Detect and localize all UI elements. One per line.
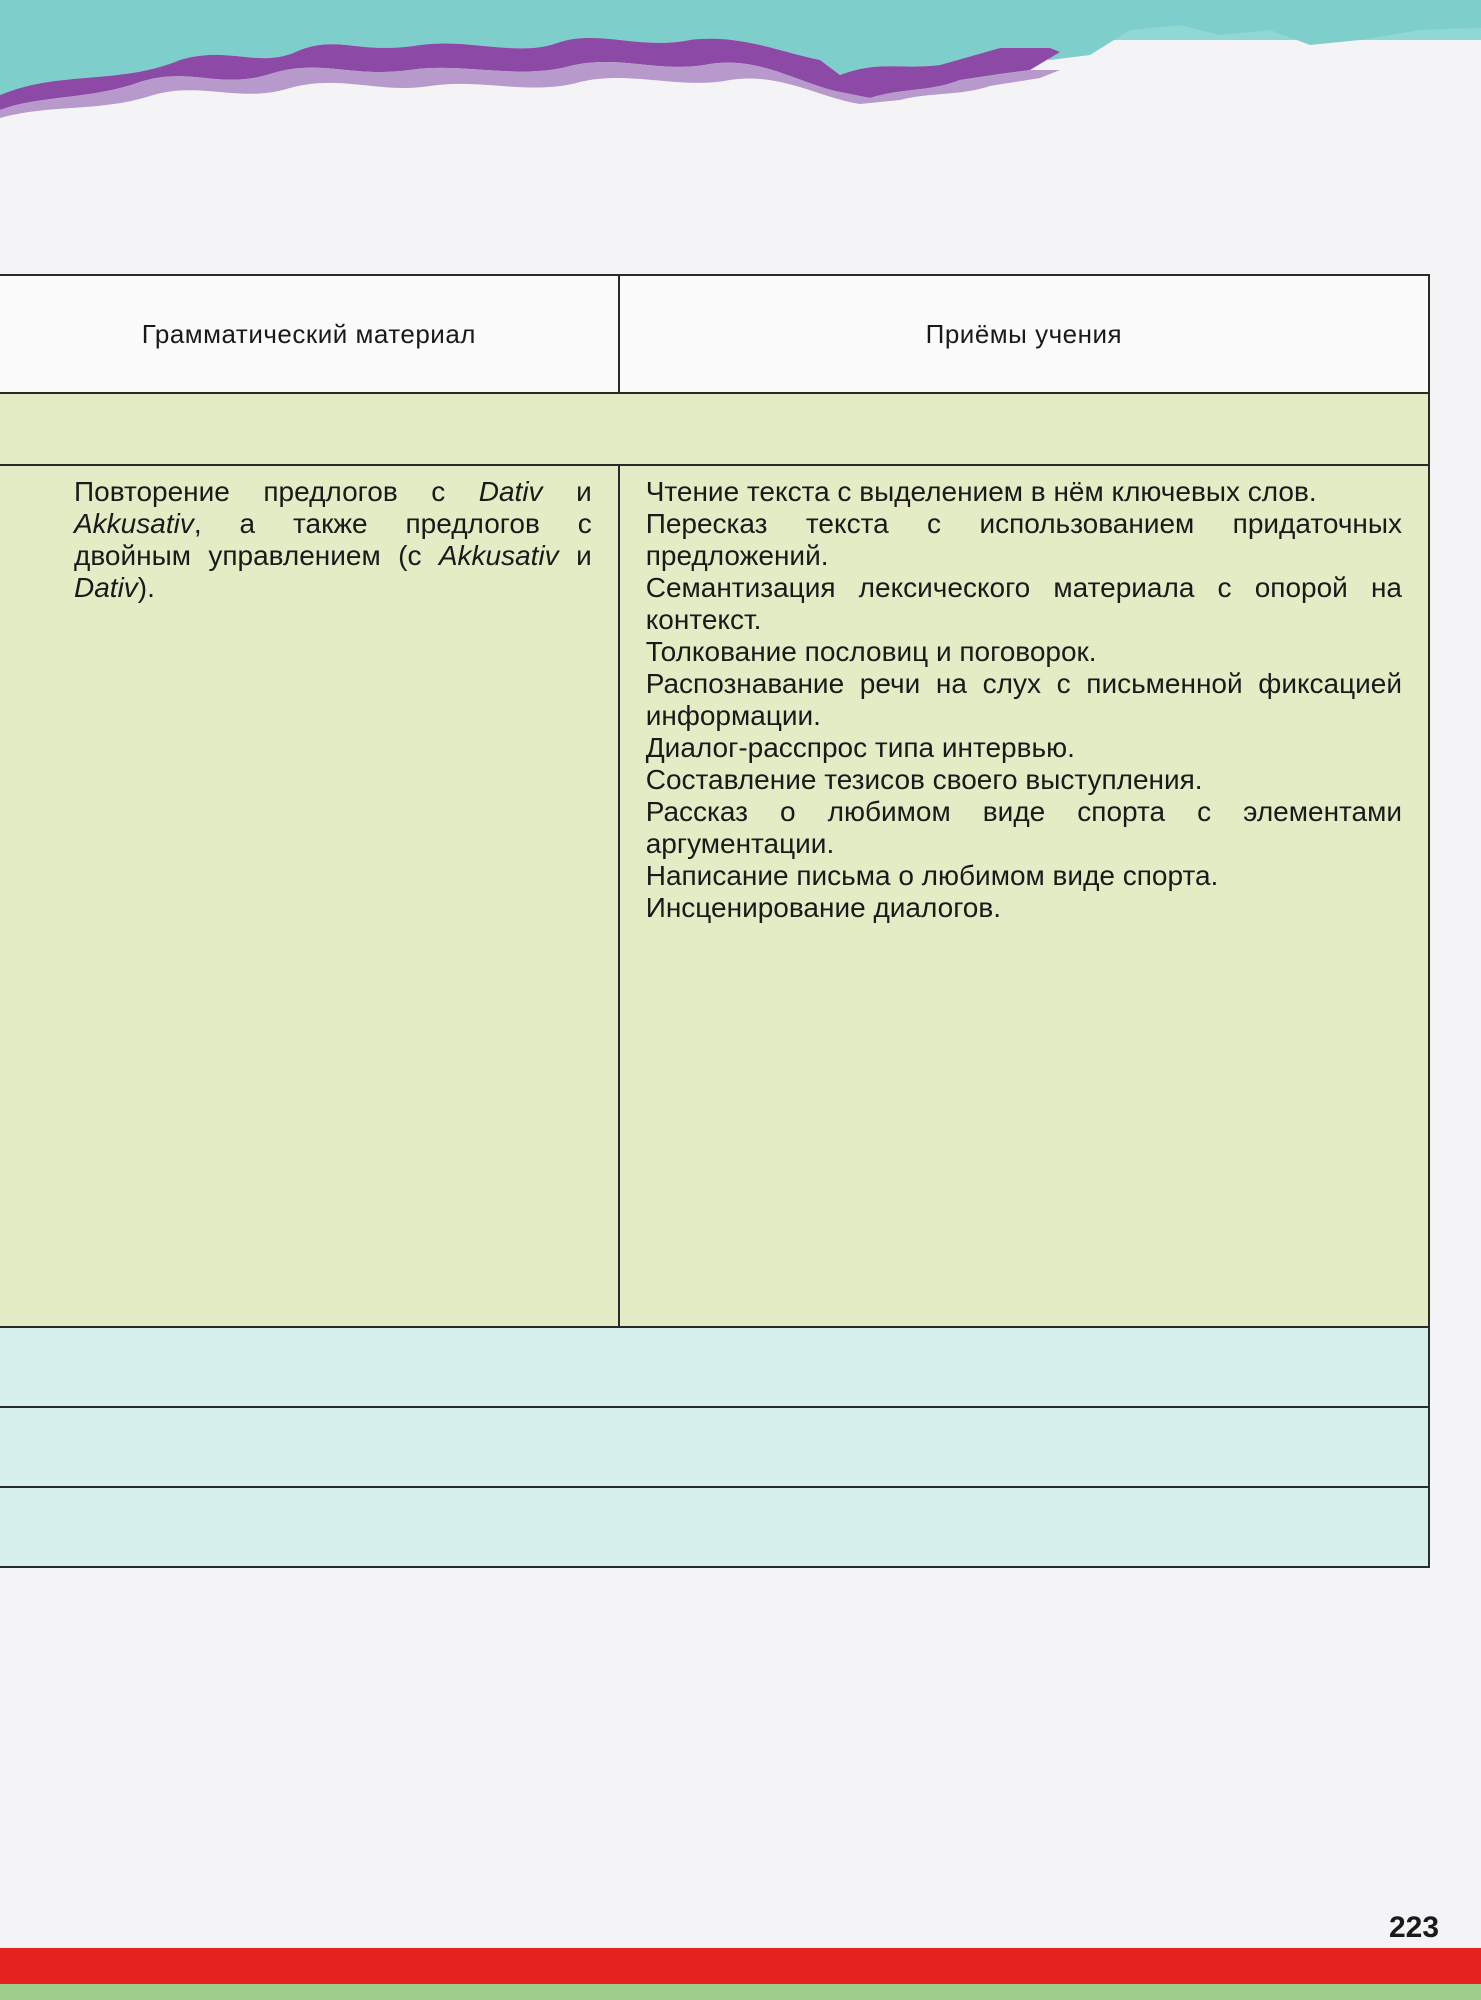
table-row-empty-teal	[0, 1487, 1429, 1567]
header-grammar: Грамматический материал	[0, 275, 619, 393]
list-item: Семантизация лексического материала с опорой на контекст.	[645, 572, 1402, 635]
table-row-empty-teal	[0, 1407, 1429, 1487]
grammar-cell	[0, 465, 619, 1327]
list-item: Составление тезисов своего выступления.	[645, 764, 1203, 795]
section-heading-cell	[0, 393, 1429, 465]
methods-list	[620, 466, 1428, 924]
list-item: Рассказ о любимом виде спорта с элементами аргументации.	[645, 796, 1402, 859]
decorative-footer-red-band	[0, 1948, 1481, 1984]
empty-cell	[0, 1327, 1429, 1407]
list-item: Толкование пословиц и поговорок.	[645, 636, 1097, 667]
table-row	[0, 465, 1429, 1327]
empty-cell	[0, 1407, 1429, 1487]
list-item: Пересказ текста с использованием придаточных предложений.	[645, 508, 1402, 571]
decorative-header-band	[0, 0, 1481, 150]
list-item: Инсценирование диалогов.	[645, 892, 1002, 923]
table-row-empty-teal	[0, 1327, 1429, 1407]
list-item: Распознавание речи на слух с письменной фиксацией информации.	[645, 668, 1402, 731]
empty-cell	[0, 1487, 1429, 1567]
grammar-text: Повторение предлогов с Dativ и Akkusativ, а также предлогов с двойным управлением (с Akkusativ и Dativ).	[74, 476, 592, 603]
list-item: Чтение текста с выделением в нём ключевых слов.	[645, 476, 1317, 507]
table-header-row	[0, 275, 1429, 393]
table-row-section-heading	[0, 393, 1429, 465]
page-number: 223	[1362, 1906, 1466, 1950]
methods-cell	[619, 465, 1429, 1327]
list-item: Диалог-расспрос типа интервью.	[645, 732, 1075, 763]
curriculum-table	[0, 274, 1430, 1568]
list-item: Написание письма о любимом виде спорта.	[645, 860, 1219, 891]
header-methods: Приёмы учения	[619, 275, 1429, 393]
decorative-footer-green-strip	[0, 1984, 1481, 2000]
